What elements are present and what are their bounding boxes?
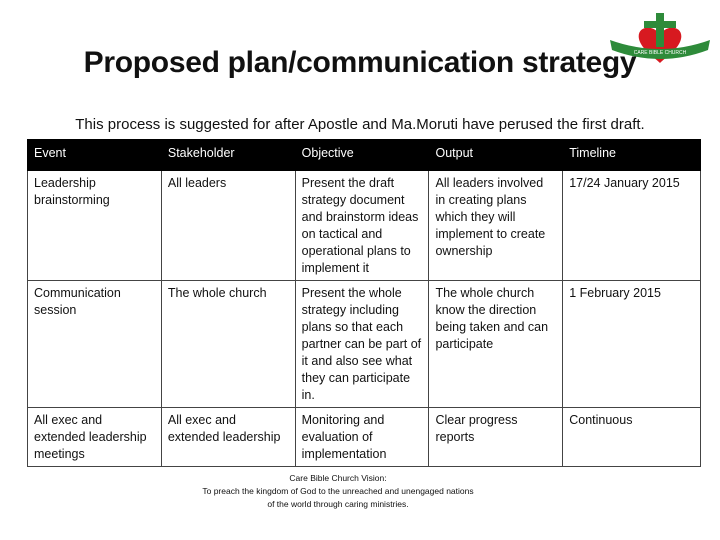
stakeholder-cell: All exec and extended leadership	[161, 408, 295, 467]
objective-cell: Present the draft strategy document and brainstorm ideas on tactical and operational plans to implement it	[295, 171, 429, 281]
page-title: Proposed plan/communication strategy	[83, 46, 637, 79]
stakeholder-cell: The whole church	[161, 281, 295, 408]
svg-text:CARE BIBLE CHURCH: CARE BIBLE CHURCH	[633, 50, 687, 56]
page-subtitle: This process is suggested for after Apostle and Ma.Moruti have perused the first draft.	[75, 116, 645, 133]
output-cell: All leaders involved in creating plans which they will implement to create ownership	[429, 171, 563, 281]
table-header-row	[28, 140, 701, 171]
plan-table	[27, 139, 701, 467]
table-row	[28, 171, 701, 281]
event-cell: All exec and extended leadership meetings	[28, 408, 162, 467]
table-row	[28, 281, 701, 408]
objective-cell: Present the whole strategy including plans so that each partner can be part of it and also see what they can participate in.	[295, 281, 429, 408]
column-header-timeline: Timeline	[563, 140, 701, 171]
event-cell: Leadership brainstorming	[28, 171, 162, 281]
output-cell: Clear progress reports	[429, 408, 563, 467]
column-header-event: Event	[28, 140, 162, 171]
vision-text-line: of the world through caring ministries.	[267, 499, 409, 509]
timeline-cell: Continuous	[563, 408, 701, 467]
column-header-output: Output	[429, 140, 563, 171]
vision-heading: Care Bible Church Vision:	[289, 473, 387, 483]
column-header-stakeholder: Stakeholder	[161, 140, 295, 171]
church-vision-footer	[0, 472, 676, 511]
objective-cell: Monitoring and evaluation of implementation	[295, 408, 429, 467]
stakeholder-cell: All leaders	[161, 171, 295, 281]
timeline-cell: 17/24 January 2015	[563, 171, 701, 281]
event-cell: Communication session	[28, 281, 162, 408]
vision-text-line: To preach the kingdom of God to the unreached and unengaged nations	[202, 486, 474, 496]
column-header-objective: Objective	[295, 140, 429, 171]
table-row	[28, 408, 701, 467]
timeline-cell: 1 February 2015	[563, 281, 701, 408]
output-cell: The whole church know the direction being taken and can participate	[429, 281, 563, 408]
